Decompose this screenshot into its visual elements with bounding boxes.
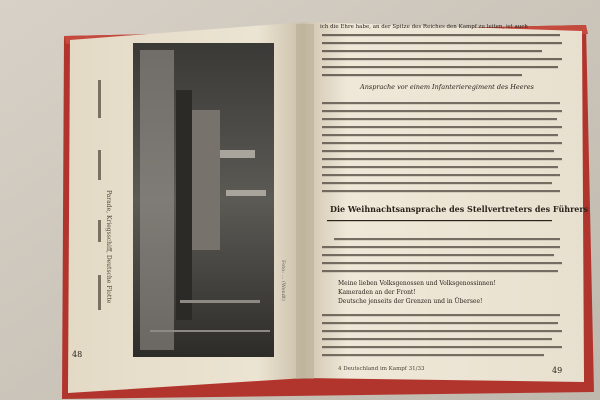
section-heading-2: Die Weihnachtsansprache des Stellvertreters des Führers [330, 204, 589, 214]
ship-hull [176, 90, 192, 320]
quote-line-2: Kameraden an der Front! [338, 289, 416, 296]
quote-line-3: Deutsche jenseits der Grenzen und in Übersee! [338, 298, 483, 305]
section-heading-1: Ansprache vor einem Infanterieregiment des Heeres [360, 83, 534, 91]
right-top-line-1: ich die Ehre habe, an der Spitze des Reiches den Kampf zu leiten, ist auch [320, 24, 528, 30]
heading-rule [327, 220, 552, 221]
right-page-number: 49 [552, 366, 563, 375]
book-gutter [296, 24, 314, 379]
ship-superstructure [192, 110, 220, 250]
left-photo-credit: Foto: ... (Wendt) [280, 260, 286, 301]
left-page-number: 48 [72, 350, 83, 359]
left-photo-caption: Parade, Kriegsschiff, Deutsche Flotte [105, 190, 112, 304]
quote-line-1: Meine lieben Volksgenossen und Volksgenossinnen! [338, 280, 496, 287]
right-footer-mark: 4 Deutschland im Kampf 31/33 [338, 366, 425, 372]
